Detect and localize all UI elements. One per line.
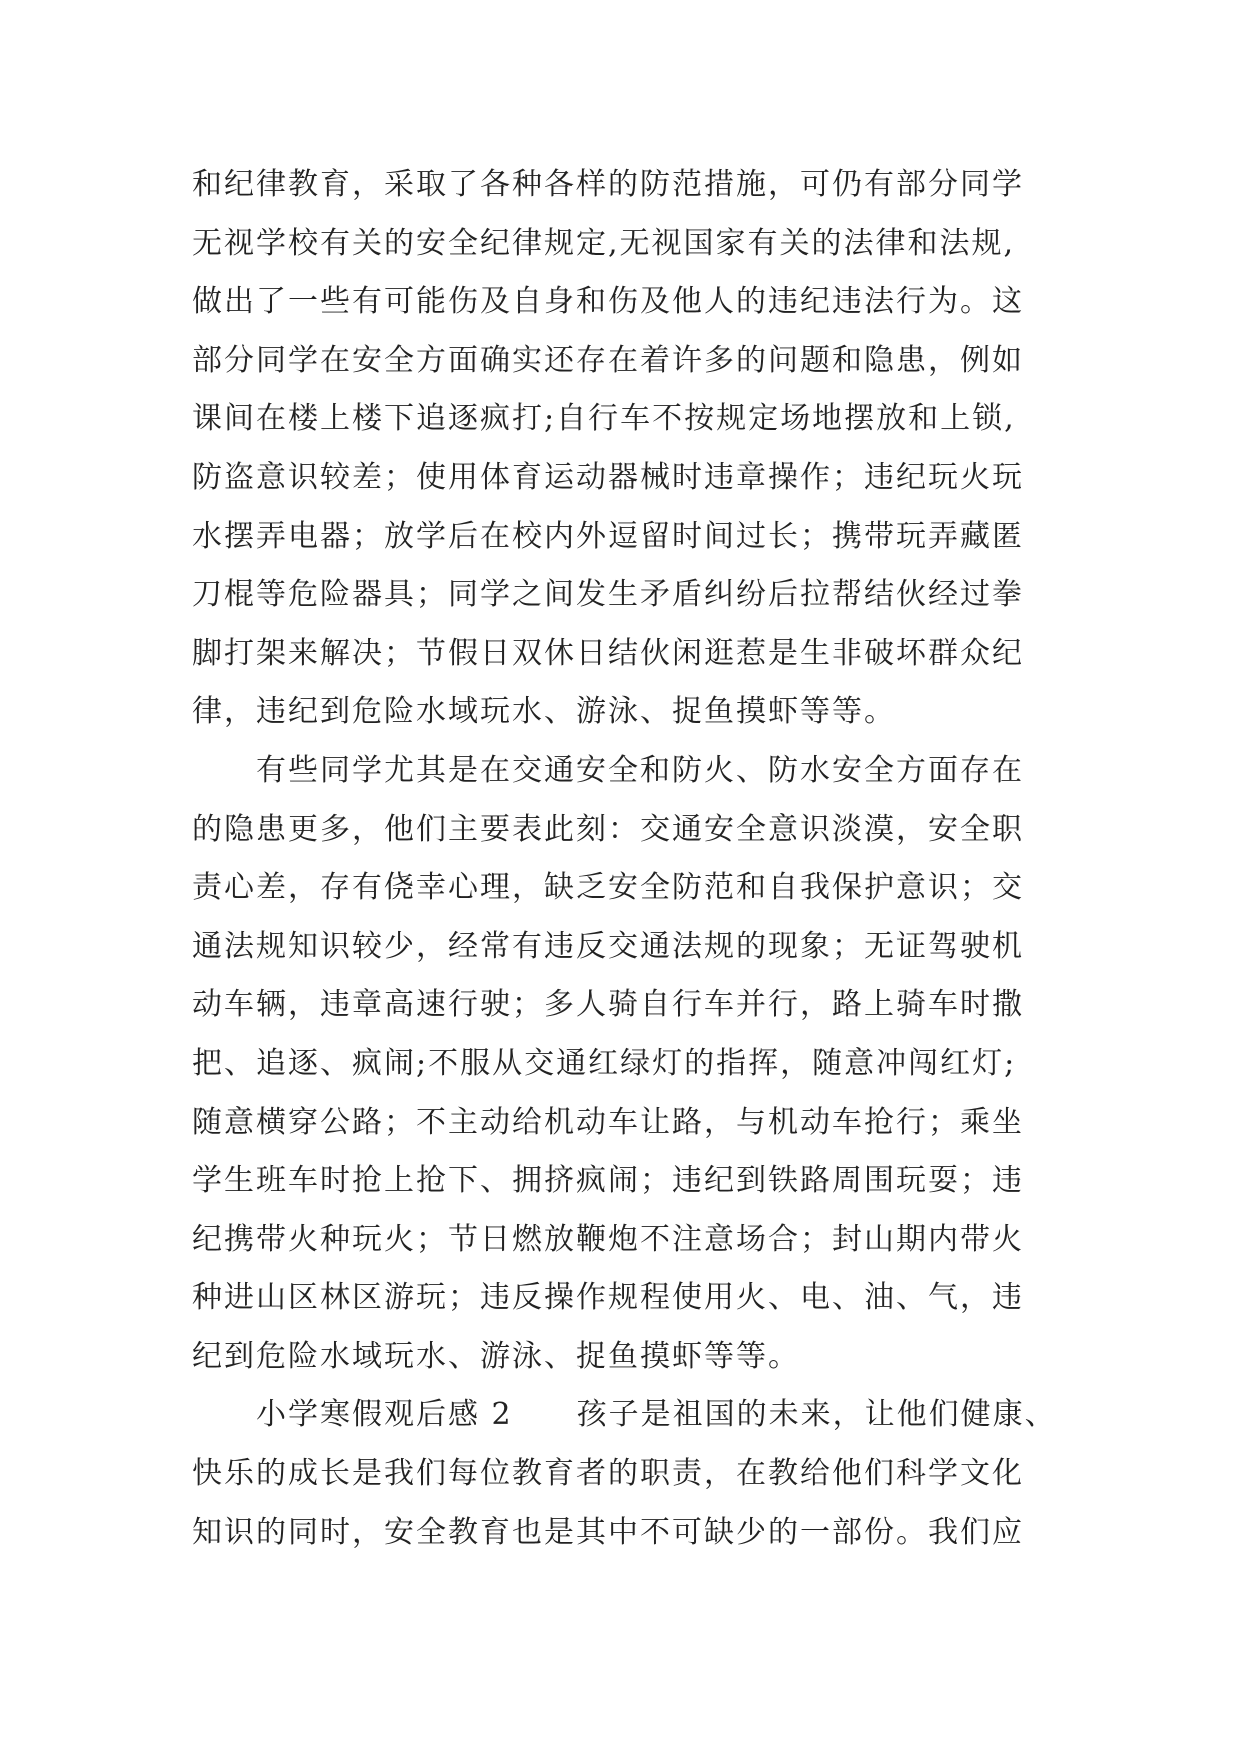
text-line: 把、追逐、疯闹;不服从交通红绿灯的指挥，随意冲闯红灯; (192, 1045, 1017, 1081)
text-line: 律，违纪到危险水域玩水、游泳、捉鱼摸虾等等。 (192, 694, 896, 730)
text-line: 动车辆，违章高速行驶；多人骑自行车并行，路上骑车时撒 (192, 987, 1024, 1023)
text-line: 有些同学尤其是在交通安全和防火、防水安全方面存在 (192, 752, 1024, 788)
text-line: 水摆弄电器；放学后在校内外逗留时间过长；携带玩弄藏匿 (192, 518, 1024, 554)
text-line: 小学寒假观后感 2 孩子是祖国的未来，让他们健康、 (192, 1397, 1057, 1433)
text-line: 做出了一些有可能伤及自身和伤及他人的违纪违法行为。这 (192, 284, 1024, 320)
text-line: 随意横穿公路；不主动给机动车让路，与机动车抢行；乘坐 (192, 1104, 1024, 1140)
text-line: 学生班车时抢上抢下、拥挤疯闹；违纪到铁路周围玩耍；违 (192, 1163, 1024, 1199)
text-line: 纪到危险水域玩水、游泳、捉鱼摸虾等等。 (192, 1338, 800, 1374)
text-line: 纪携带火种玩火；节日燃放鞭炮不注意场合；封山期内带火 (192, 1221, 1024, 1257)
text-line: 脚打架来解决；节假日双休日结伙闲逛惹是生非破坏群众纪 (192, 635, 1024, 671)
text-line: 知识的同时，安全教育也是其中不可缺少的一部份。我们应 (192, 1514, 1024, 1550)
text-line: 责心差，存有侥幸心理，缺乏安全防范和自我保护意识；交 (192, 870, 1024, 906)
text-line: 种进山区林区游玩；违反操作规程使用火、电、油、气，违 (192, 1280, 1024, 1316)
text-line: 防盗意识较差；使用体育运动器械时违章操作；违纪玩火玩 (192, 459, 1024, 495)
text-line: 无视学校有关的安全纪律规定,无视国家有关的法律和法规, (192, 225, 1016, 261)
body-text (192, 156, 1072, 1562)
text-line: 通法规知识较少，经常有违反交通法规的现象；无证驾驶机 (192, 928, 1024, 964)
text-line: 快乐的成长是我们每位教育者的职责，在教给他们科学文化 (192, 1456, 1024, 1492)
text-line: 和纪律教育，采取了各种各样的防范措施，可仍有部分同学 (192, 167, 1024, 202)
text-line: 部分同学在安全方面确实还存在着许多的问题和隐患，例如 (192, 342, 1024, 378)
text-line: 刀棍等危险器具；同学之间发生矛盾纠纷后拉帮结伙经过拳 (192, 577, 1024, 613)
text-line: 的隐患更多，他们主要表此刻：交通安全意识淡漠，安全职 (192, 811, 1024, 847)
text-line: 课间在楼上楼下追逐疯打;自行车不按规定场地摆放和上锁, (192, 401, 1016, 437)
